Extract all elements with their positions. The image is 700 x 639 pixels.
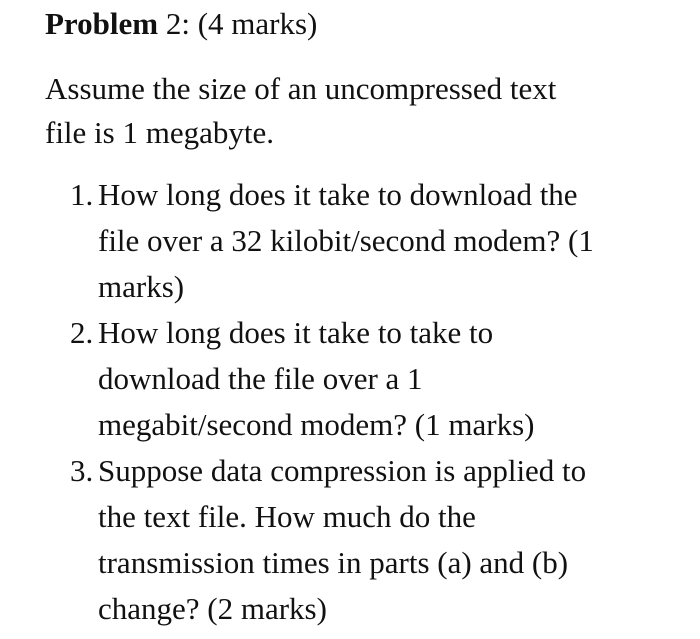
question-text-line: Suppose data compression is applied to [98,453,587,488]
question-text-line: download the file over a 1 [98,361,423,396]
question-text-line: the text file. How much do the [98,499,476,534]
question-text-line: file over a 32 kilobit/second modem? (1 [98,223,594,258]
question-number: 3. [70,453,94,488]
question-text-line: marks) [98,269,185,304]
problem-intro [45,67,685,155]
question-number: 2. [70,315,94,350]
question-text-line: change? (2 marks) [98,591,327,626]
question-text-line: How long does it take to take to [98,315,494,350]
question-list [70,172,690,632]
problem-label: Problem [45,6,159,41]
question-3 [70,448,690,632]
question-1 [70,172,690,310]
question-text-line: megabit/second modem? (1 marks) [98,407,535,442]
problem-marks: 2: (4 marks) [158,6,318,41]
question-number: 1. [70,177,94,212]
question-2 [70,310,690,448]
question-text-line: How long does it take to download the [98,177,578,212]
intro-line-2: file is 1 megabyte. [45,115,274,150]
question-text-line: transmission times in parts (a) and (b) [98,545,569,580]
problem-title [45,2,317,46]
intro-line-1: Assume the size of an uncompressed text [45,71,557,106]
